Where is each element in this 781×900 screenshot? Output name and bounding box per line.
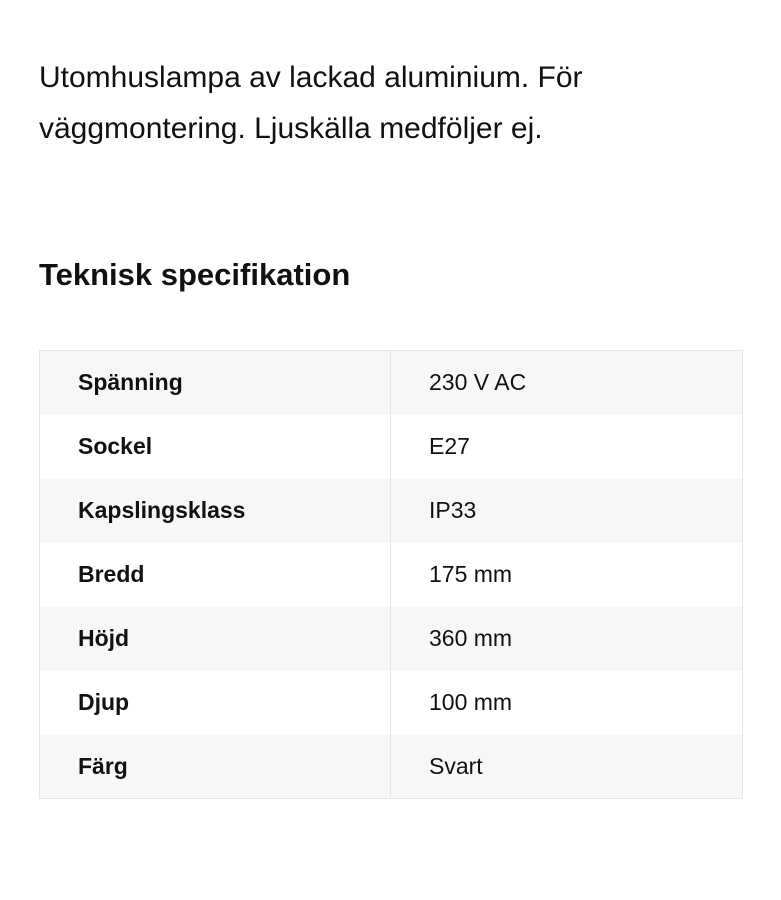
spec-heading: Teknisk specifikation: [39, 257, 351, 292]
spec-label: Sockel: [40, 415, 391, 479]
spec-row-depth: [40, 671, 743, 735]
spec-value: Svart: [391, 735, 743, 799]
spec-row-height: [40, 607, 743, 671]
spec-value: 175 mm: [391, 543, 743, 607]
spec-row-color: [40, 735, 743, 799]
spec-row-voltage: [40, 351, 743, 415]
spec-row-width: [40, 543, 743, 607]
spec-table: [39, 350, 743, 799]
spec-label: Färg: [40, 735, 391, 799]
spec-value: IP33: [391, 479, 743, 543]
spec-value: 100 mm: [391, 671, 743, 735]
spec-value: E27: [391, 415, 743, 479]
spec-label: Djup: [40, 671, 391, 735]
spec-label: Bredd: [40, 543, 391, 607]
spec-value: 360 mm: [391, 607, 743, 671]
spec-label: Höjd: [40, 607, 391, 671]
spec-label: Spänning: [40, 351, 391, 415]
spec-row-socket: [40, 415, 743, 479]
spec-value: 230 V AC: [391, 351, 743, 415]
spec-row-ip-class: [40, 479, 743, 543]
product-description: Utomhuslampa av lackad aluminium. För väggmontering. Ljuskälla medföljer ej.: [39, 61, 583, 145]
spec-label: Kapslingsklass: [40, 479, 391, 543]
